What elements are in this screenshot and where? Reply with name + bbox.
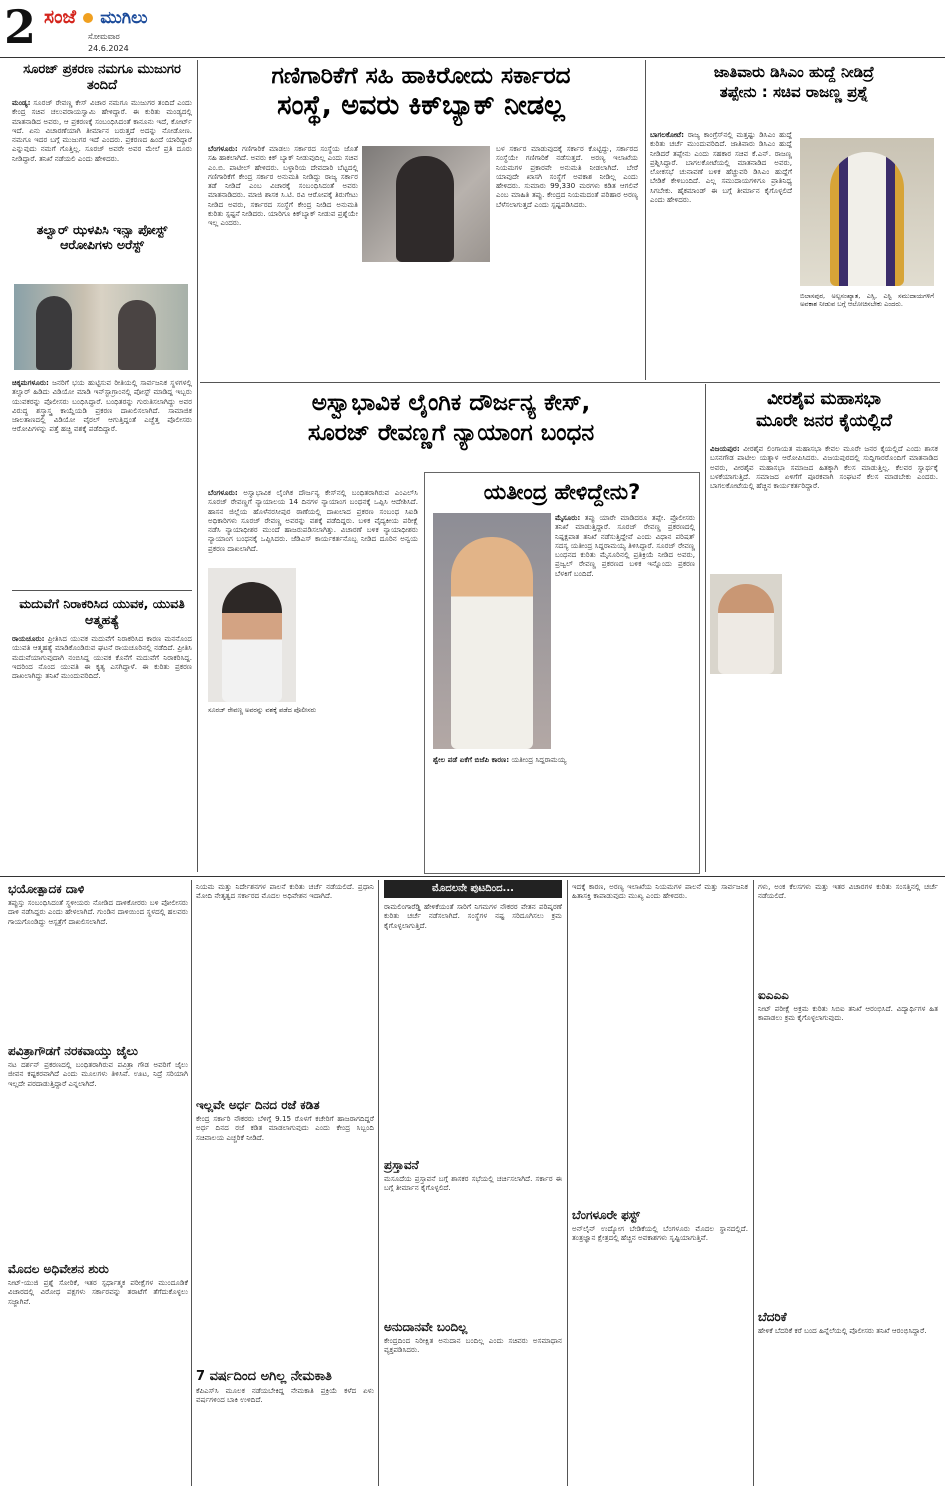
top-right-headline-1: ಜಾತಿವಾರು ಡಿಸಿಎಂ ಹುದ್ದೆ ನೀಡಿದ್ರೆ [713,63,875,81]
top-center-text-left: ಗಣಿಗಾರಿಕೆ ಮಾಡಲು ಸರ್ಕಾರದ ಸಂಸ್ಥೆಯ ಜೊತೆ ಸಹಿ ಹಾಕಲಾಗಿದೆ. ಅವರು ಕಿಕ್ ಬ್ಯಾಕ್ ನೀಡುವುದಿಲ್ಲ ಎಂದು ಸಚಿವ ಎಂ.ಬಿ. ಪಾಟೀಲ್ ಹೇಳಿದರು. ಬಳ್ಳಾರಿಯ ದೇವದಾರಿ ಬೆಟ್ಟದಲ್ಲಿ ಗಣಿಗಾರಿಕೆಗೆ ಕೇಂದ್ರ ಸರ್ಕಾರ ಅನುಮತಿ ನೀಡಿದ್ದು ರಾಜ್ಯ ಸರ್ಕಾರ ತಡೆ ನೀಡಿದೆ ಎಂಬ ವಿಚಾರಕ್ಕೆ ಸಂಬಂಧಿಸಿದಂತೆ ಅವರು ಮಾತನಾಡಿದರು. ಮಾಜಿ ಶಾಸಕ ಸಿ.ಟಿ. ರವಿ ಆರೋಪಕ್ಕೆ ತಿರುಗೇಟು ನೀಡಿದ ಅವರು, ಸರ್ಕಾರದ ಸಂಸ್ಥೆಗೆ ಕೇಂದ್ರ ನೀಡಿದ ಅನುಮತಿ ಕುರಿತು ಸ್ಪಷ್ಟನೆ ನೀಡಿದರು. ಯಾರಿಗೂ ಕಿಕ್‌ಬ್ಯಾಕ್ ನೀಡುವ ಪ್ರಶ್ನೆಯೇ ಇಲ್ಲ ಎಂದರು. [208,144,358,228]
yatindra-subhead: ಶ್ವೇಲ ಪಡೆ ಏಕೆಗೆ ಬಿಜೆಪಿ ಕಾರಣ: [433,755,510,764]
middle-text: ಅಸ್ವಾಭಾವಿಕ ಲೈಂಗಿಕ ದೌರ್ಜನ್ಯ ಕೇಸ್‌ನಲ್ಲಿ ಬಂಧಿತರಾಗಿರುವ ಎಂಎಲ್‌ಸಿ ಸೂರಜ್ ರೇವಣ್ಣಗೆ ನ್ಯಾಯಾಲಯ 14 ದಿನಗಳ ನ್ಯಾಯಾಂಗ ಬಂಧನಕ್ಕೆ ಒಪ್ಪಿಸಿ ಆದೇಶಿಸಿದೆ. ಹಾಸನ ಜಿಲ್ಲೆಯ ಹೊಳೆನರಸೀಪುರ ಠಾಣೆಯಲ್ಲಿ ದಾಖಲಾದ ಪ್ರಕರಣ ಸಂಬಂಧ ಸಿಐಡಿ ಅಧಿಕಾರಿಗಳು ಸೂರಜ್ ರೇವಣ್ಣ ಅವರನ್ನು ವಶಕ್ಕೆ ಪಡೆದಿದ್ದರು. ಬಳಿಕ ವೈದ್ಯಕೀಯ ಪರೀಕ್ಷೆ ನಡೆಸಿ ನ್ಯಾಯಾಧೀಶರ ಮುಂದೆ ಹಾಜರುಪಡಿಸಲಾಗಿತ್ತು. ವಿಚಾರಣೆ ಬಳಿಕ ನ್ಯಾಯಾಧೀಶರು ನ್ಯಾಯಾಂಗ ಬಂಧನಕ್ಕೆ ಒಪ್ಪಿಸಿದರು. ಜೆಡಿಎಸ್ ಕಾರ್ಯಕರ್ತನೊಬ್ಬ ನೀಡಿದ ದೂರಿನ ಅನ್ವಯ ಪ್ರಕರಣ ದಾಖಲಾಗಿದೆ. [208,488,418,553]
story3-dateline: ರಾಯಚೂರು: [12,634,45,643]
bottom-col1-body2: ನಟ ದರ್ಶನ್ ಪ್ರಕರಣದಲ್ಲಿ ಬಂಧಿತರಾಗಿರುವ ಪವಿತ್ರಾ ಗೌಡ ಅವರಿಗೆ ಜೈಲು ಜೀವನ ಕಷ್ಟಕರವಾಗಿದೆ ಎಂದು ಮೂಲಗಳು ತಿಳಿಸಿವೆ. ಊಟ, ನಿದ್ರೆ ಸರಿಯಾಗಿ ಇಲ್ಲದೇ ಪರದಾಡುತ್ತಿದ್ದಾರೆ ಎನ್ನಲಾಗಿದೆ. [8,1060,188,1088]
story3-text: ಪ್ರೀತಿಸಿದ ಯುವಕ ಮದುವೆಗೆ ನಿರಾಕರಿಸಿದ ಕಾರಣ ಮನನೊಂದ ಯುವತಿ ಆತ್ಮಹತ್ಯೆ ಮಾಡಿಕೊಂಡಿರುವ ಘಟನೆ ರಾಯಚೂರಿನಲ್ಲಿ ನಡೆದಿದೆ. ಪ್ರೀತಿಸಿ ಮದುವೆಯಾಗುವುದಾಗಿ ನಂಬಿಸಿದ್ದ ಯುವಕ ಕೊನೆಗೆ ಮದುವೆಗೆ ನಿರಾಕರಿಸಿದ್ದ. ಇದರಿಂದ ನೊಂದ ಯುವತಿ ಈ ಕೃತ್ಯ ಎಸಗಿದ್ದಾಳೆ. ಈ ಕುರಿತು ಪ್ರಕರಣ ದಾಖಲಾಗಿದ್ದು ತನಿಖೆ ಮುಂದುವರಿದಿದೆ. [12,634,192,681]
bottom-col5-h1: ಐಎಎಎ [758,988,789,1002]
yatindra-dateline: ಮೈಸೂರು: [555,513,581,522]
bottom-col1-body3: ನೀಟ್-ಯುಜಿ ಪ್ರಶ್ನೆ ಸೋರಿಕೆ, ಇತರ ಸ್ಪರ್ಧಾತ್ಮಕ ಪರೀಕ್ಷೆಗಳ ಮುಂದೂಡಿಕೆ ವಿಚಾರದಲ್ಲಿ ವಿರೋಧ ಪಕ್ಷಗಳು ಸರ್ಕಾರವನ್ನು ತರಾಟೆಗೆ ತೆಗೆದುಕೊಳ್ಳಲು ಸಜ್ಜಾಗಿವೆ. [8,1278,188,1306]
veerashaiva-photo [710,574,782,674]
middle-dateline: ಬೆಂಗಳೂರು: [208,488,238,497]
yatindra-silhouette [451,537,533,749]
bottom-col-5 [758,882,938,1482]
person-1-silhouette [36,296,72,370]
section-divider-1 [200,382,940,383]
story2-photo [14,284,188,370]
col-rule-1 [197,60,198,872]
bottom-col1-h1: ಭಯೋತ್ಪಾದಕ ದಾಳಿ [8,882,85,896]
top-center-body-right [496,144,638,374]
yatindra-photo [433,513,551,749]
top-center-story [202,62,640,380]
bottom-col-2 [196,882,374,1482]
bottom-col4-body: ಇದಕ್ಕೆ ಕಾರಣ, ಅರಣ್ಯ ಇಲಾಖೆಯ ನಿಯಮಗಳ ಪಾಲನೆ ಮತ್ತು ಸಾರ್ವಜನಿಕ ಹಿತಾಸಕ್ತಿ ಕಾಪಾಡುವುದು ಮುಖ್ಯ ಎಂದು ಹೇಳಿದರು. [572,882,748,901]
bottom-col5-body1: ನೀಟ್ ಪರೀಕ್ಷೆ ಅಕ್ರಮ ಕುರಿತು ಸಿಬಿಐ ತನಿಖೆ ಆರಂಭಿಸಿದೆ. ವಿದ್ಯಾರ್ಥಿಗಳ ಹಿತ ಕಾಪಾಡಲು ಕ್ರಮ ಕೈಗೊಳ್ಳಲಾಗುವುದು. [758,1004,938,1023]
bottom-col3-body2: ಕೇಂದ್ರದಿಂದ ನಿರೀಕ್ಷಿತ ಅನುದಾನ ಬಂದಿಲ್ಲ ಎಂದು ಸಚಿವರು ಅಸಮಾಧಾನ ವ್ಯಕ್ತಪಡಿಸಿದರು. [384,1336,562,1355]
bottom-rule-2 [378,880,379,1486]
brand-left: ಸಂಜೆ [44,6,77,28]
yatindra-text: ತಪ್ಪು ಯಾರೇ ಮಾಡಿದರೂ ತಪ್ಪೇ. ಪ್ರೊಲೀಸರು ತನಿಖೆ ಮಾಡುತ್ತಿದ್ದಾರೆ. ಸೂರಜ್ ರೇವಣ್ಣ ಪ್ರಕರಣದಲ್ಲಿ ನಿಷ್ಪಕ್ಷಪಾತ ತನಿಖೆ ನಡೆಸುತ್ತಿದ್ದೇವೆ ಎಂದು ವಿಧಾನ ಪರಿಷತ್ ಸದಸ್ಯ ಯತೀಂದ್ರ ಸಿದ್ದರಾಮಯ್ಯ ತಿಳಿಸಿದ್ದಾರೆ. ಸೂರಜ್ ರೇವಣ್ಣ ಬಂಧನದ ಕುರಿತು ಮೈಸೂರಿನಲ್ಲಿ ಪ್ರತಿಕ್ರಿಯೆ ನೀಡಿದ ಅವರು, ಪ್ರಜ್ವಲ್ ರೇವಣ್ಣ ಪ್ರಕರಣದ ಬಳಿಕ ಇನ್ನೊಂದು ಪ್ರಕರಣ ಬೆಳಕಿಗೆ ಬಂದಿದೆ. [555,513,695,578]
bottom-col5-body: ಗಳು, ಅಂಕ ಕೆಲಸಗಳು ಮತ್ತು ಇತರ ವಿಚಾರಗಳ ಕುರಿತು ಸಂಸತ್ತಿನಲ್ಲಿ ಚರ್ಚೆ ನಡೆಯಲಿದೆ. [758,882,938,901]
col-rule-2 [645,60,646,380]
story2-body [12,378,192,578]
bottom-col5-h2: ಬೆದರಿಕೆ [758,1310,787,1324]
story1-body [12,98,192,216]
masthead-date: 24.6.2024 [88,44,129,53]
veerashaiva-dateline: ವಿಜಯಪುರ: [710,444,740,453]
continued-label-box [384,880,562,898]
top-right-story [650,62,938,380]
yatindra-headline: ಯತೀಂದ್ರ ಹೇಳಿದ್ದೇನು? [483,480,641,504]
story2-text: ಜನರಿಗೆ ಭಯ ಹುಟ್ಟಿಸುವ ರೀತಿಯಲ್ಲಿ ಸಾರ್ವಜನಿಕ ಸ್ಥಳಗಳಲ್ಲಿ ತಲ್ವಾರ್ ಹಿಡಿದು ವಿಡಿಯೋ ಮಾಡಿ ಇನ್‌ಸ್ಟಾಗ್ರಾಂನಲ್ಲಿ ಪೋಸ್ಟ್ ಮಾಡಿದ್ದ ಇಬ್ಬರು ಯುವಕರನ್ನು ಪೊಲೀಸರು ಬಂಧಿಸಿದ್ದಾರೆ. ಬಂಧಿತರನ್ನು ಗುರುತಿಸಲಾಗಿದ್ದು ಅವರ ವಿರುದ್ಧ ಶಸ್ತ್ರಾಸ್ತ್ರ ಕಾಯ್ದೆಯಡಿ ಪ್ರಕರಣ ದಾಖಲಿಸಲಾಗಿದೆ. ಸಾಮಾಜಿಕ ಜಾಲತಾಣದಲ್ಲಿ ವಿಡಿಯೋ ವೈರಲ್ ಆಗುತ್ತಿದ್ದಂತೆ ಎಚ್ಚೆತ್ತ ಪೊಲೀಸರು ಆರೋಪಿಗಳನ್ನು ಪತ್ತೆ ಹಚ್ಚಿ ವಶಕ್ಕೆ ಪಡೆದಿದ್ದಾರೆ. [12,378,192,434]
yatnal-silhouette [718,584,774,674]
yatindra-box [424,472,700,874]
bottom-col-3 [384,902,562,1482]
bottom-col3-body1: ಮಸೂದೆಯ ಪ್ರಸ್ತಾವನೆ ಬಗ್ಗೆ ಶಾಸಕರ ಸಭೆಯಲ್ಲಿ ಚರ್ಚಿಸಲಾಗಿದೆ. ಸರ್ಕಾರ ಈ ಬಗ್ಗೆ ತೀರ್ಮಾನ ಕೈಗೊಳ್ಳಲಿದೆ. [384,1174,562,1193]
bottom-col2-h2: 7 ವರ್ಷದಿಂದ ಅಗಿಲ್ಲ ನೇಮಕಾತಿ [196,1369,332,1384]
brand-right: ಮುಗಿಲು [100,8,148,28]
page-number: 2 [4,0,37,54]
veerashaiva-text: ವೀರಶೈವ ಲಿಂಗಾಯತ ಮಹಾಸಭಾ ಕೇವಲ ಮೂರೇ ಜನರ ಕೈಯಲ್ಲಿದೆ ಎಂದು ಶಾಸಕ ಬಸನಗೌಡ ಪಾಟೀಲ ಯತ್ನಾಳ ಆರೋಪಿಸಿದರು. ವಿಜಯಪುರದಲ್ಲಿ ಸುದ್ದಿಗಾರರೊಂದಿಗೆ ಮಾತನಾಡಿದ ಅವರು, ವೀರಶೈವ ಮಹಾಸಭಾ ಸಮಾಜದ ಹಿತಕ್ಕಾಗಿ ಕೆಲಸ ಮಾಡುತ್ತಿಲ್ಲ. ಕೆಲವರ ಸ್ವಾರ್ಥಕ್ಕೆ ಬಳಕೆಯಾಗುತ್ತಿದೆ. ಸಮಾಜದ ಏಳಿಗೆಗೆ ಪೂರಕವಾಗಿ ಸಂಘಟನೆ ಕೆಲಸ ಮಾಡಬೇಕು ಎಂದರು. ಬಾಗಲಕೋಟೆಯಲ್ಲಿ ಹೆಚ್ಚಿನ ಕಾರ್ಯಕರ್ತರಿದ್ದಾರೆ. [710,444,938,491]
bottom-col3-h2: ಅನುದಾನವೇ ಬಂದಿಲ್ಲ [384,1320,468,1334]
top-right-body [650,130,792,374]
top-right-photo [800,138,934,286]
story2-dateline: ಚಿಕ್ಕಮಗಳೂರು: [12,378,49,387]
middle-photo [208,568,296,702]
bottom-col2-body1: ಕೇಂದ್ರ ಸರ್ಕಾರಿ ನೌಕರರು ಬೆಳಿಗ್ಗೆ 9.15 ರೊಳಗೆ ಕಚೇರಿಗೆ ಹಾಜರಾಗದಿದ್ದರೆ ಅರ್ಧ ದಿನದ ರಜೆ ಕಡಿತ ಮಾಡಲಾಗುವುದು ಎಂದು ಕೇಂದ್ರ ಸಿಬ್ಬಂದಿ ಸಚಿವಾಲಯ ಎಚ್ಚರಿಕೆ ನೀಡಿದೆ. [196,1114,374,1142]
top-center-headline-1: ಗಣಿಗಾರಿಕೆಗೆ ಸಹಿ ಹಾಕಿರೋದು ಸರ್ಕಾರದ [271,63,571,89]
bottom-rule-4 [753,880,754,1486]
col-rule-3 [705,384,706,872]
left-column [12,62,192,870]
story3-body [12,634,192,870]
top-right-caption: ಬಿಲಾಸಪುರ, ಅಲ್ಪಸಂಖ್ಯಾತ, ಎಸ್ಸಿ, ಎಸ್ಟಿ ಸಮುದಾಯಗಳಿಗೆ ಅವಕಾಶ ನೀಡುವ ಬಗ್ಗೆ ಆಲೋಚಿಸಬೇಕು ಎಂದರು. [800,292,934,308]
bottom-col-1 [8,882,188,1482]
masthead-rule [0,57,945,58]
bottom-col-4 [572,882,748,1482]
top-center-body-left [208,144,358,374]
yatindra-sub [433,755,695,865]
veerashaiva-headline-2: ಮೂರೇ ಜನರ ಕೈಯಲ್ಲಿದೆ [755,411,893,431]
person-2-silhouette [118,300,156,370]
section-divider-2 [0,876,945,877]
bottom-col1-h3: ಮೊದಲ ಅಧಿವೇಶನ ಶುರು [8,1262,109,1276]
bottom-col1-h2: ಪವಿತ್ರಾಗೌಡಗೆ ನರಕವಾಯ್ತು ಜೈಲು [8,1044,138,1058]
top-center-headline-2: ಸಂಸ್ಥೆ, ಅವರು ಕಿಕ್‌ಬ್ಯಾಕ್ ನೀಡಲ್ಲ [277,90,565,121]
bottom-rule-1 [191,880,192,1486]
bottom-col2-body2: ಕೆಪಿಎಸ್‌ಸಿ ಮೂಲಕ ನಡೆಯಬೇಕಿದ್ದ ನೇಮಕಾತಿ ಪ್ರಕ್ರಿಯೆ ಕಳೆದ ಏಳು ವರ್ಷಗಳಿಂದ ಬಾಕಿ ಉಳಿದಿದೆ. [196,1386,374,1405]
middle-headline-1: ಅಸ್ವಾಭಾವಿಕ ಲೈಂಗಿಕ ದೌರ್ಜನ್ಯ ಕೇಸ್, [311,390,591,416]
story1-text: ಸೂರಜ್ ರೇವಣ್ಣ ಕೇಸ್ ವಿಚಾರ ನಮಗೂ ಮುಜುಗರ ತಂದಿದೆ ಎಂದು ಕೇಂದ್ರ ಸಚಿವ ಚಲುವರಾಯಸ್ವಾಮಿ ಹೇಳಿದ್ದಾರೆ. ಈ ಕುರಿತು ಮಂಡ್ಯದಲ್ಲಿ ಮಾತನಾಡಿದ ಅವರು, ಆ ಪ್ರಕರಣಕ್ಕೆ ಸಂಬಂಧಿಸಿದಂತೆ ಕಾನೂನು ಇದೆ, ಕೋರ್ಟ್ ಇದೆ. ಏನು ವಿಚಾರಣೆಯಾಗಿ ತೀರ್ಮಾನ ಬರುತ್ತದೆ ಅದನ್ನು ನೋಡೋಣ. ನಮಗೂ ಇದರ ಬಗ್ಗೆ ಮುಜುಗರ ಇದೆ ಎಂದರು. ಪ್ರಕರಣದ ಹಿಂದೆ ಯಾರಿದ್ದಾರೆ ಎನ್ನುವುದು ನಮಗೆ ಗೊತ್ತಿಲ್ಲ. ಸೂರಜ್ ಅವರೇ ಅವರ ಮೇಲೆ ಪ್ರತಿ ದೂರು ನೀಡಿದ್ದಾರೆ. ತನಿಖೆ ನಡೆಯಲಿ ಎಂದು ಹೇಳಿದರು. [12,98,192,163]
veerashaiva-story [710,388,938,872]
continued-label: ಮೊದಲನೇ ಪುಟದಿಂದ... [432,883,514,894]
bottom-col1-body1: ತಪ್ಪುಸ್ತು ಸಂಬಂಧಿಸಿದಂತೆ ಸ್ಥಳೀಯರು ನೋಡಿದ ದಾಳಿಕೋರರು ಬಳಿ ಪೋಲೀಸರು ದಾಳಿ ನಡೆಸಿದ್ದರು ಎಂದು ಹೇಳಲಾಗಿದೆ. ಗುಂಡಿನ ದಾಳಿಯಿಂದ ಸ್ಥಳದಲ್ಲಿ ಹಲವರು ಗಾಯಗೊಂಡಿದ್ದು ಆಸ್ಪತ್ರೆಗೆ ದಾಖಲಿಸಲಾಗಿದೆ. [8,898,188,926]
bottom-col2-h1: ಇಲ್ಲವೇ ಅರ್ಧ ದಿನದ ರಜೆ ಕಡಿತ [196,1098,320,1112]
middle-caption: ಸೂರಜ್ ರೇವಣ್ಣ ಅವರನ್ನು ವಶಕ್ಕೆ ಪಡೆದ ಪೊಲೀಸರು [208,706,317,714]
minister-silhouette [830,152,904,286]
bottom-col3-h1: ಪ್ರಸ್ತಾವನೆ [384,1158,419,1172]
bottom-col5-body2: ಹೇಳಿಕೆ ಬೆದರಿಕೆ ಕರೆ ಬಂದ ಹಿನ್ನೆಲೆಯಲ್ಲಿ ಪೊಲೀಸರು ತನಿಖೆ ಆರಂಭಿಸಿದ್ದಾರೆ. [758,1326,927,1335]
yatindra-body [555,513,695,749]
speaker-silhouette [396,156,454,262]
top-center-photo [362,146,490,262]
bottom-col2-intro: ನಿಯಮ ಮತ್ತು ನಿರ್ದೇಶನಗಳ ಪಾಲನೆ ಕುರಿತು ಚರ್ಚೆ ನಡೆಯಲಿದೆ. ಪ್ರಧಾನಿ ಮೋದಿ ನೇತೃತ್ವದ ಸರ್ಕಾರದ ಮೊದಲ ಅಧಿವೇಶನ ಇದಾಗಿದೆ. [196,882,374,901]
top-center-dateline: ಬೆಂಗಳೂರು: [208,144,238,153]
yatindra-caption: ಯತೀಂದ್ರ ಸಿದ್ದರಾಮಯ್ಯ [511,755,567,764]
masthead-day: ಸೋಮವಾರ [88,32,120,41]
bottom-col4-body1: ಅನ್‌ಲೈನ್ ಉದ್ಯೋಗ ಬೇಡಿಕೆಯಲ್ಲಿ ಬೆಂಗಳೂರು ಮೊದಲ ಸ್ಥಾನದಲ್ಲಿದೆ. ತಂತ್ರಜ್ಞಾನ ಕ್ಷೇತ್ರದಲ್ಲಿ ಹೆಚ್ಚಿನ ಅವಕಾಶಗಳು ಸೃಷ್ಟಿಯಾಗುತ್ತಿವೆ. [572,1224,748,1243]
bottom-col4-h1: ಬೆಂಗಳೂರೇ ಫಸ್ಟ್ [572,1208,640,1222]
top-right-headline-2: ತಪ್ಪೇನು : ಸಚಿವ ರಾಜಣ್ಣ ಪ್ರಶ್ನೆ [719,83,869,101]
brand-sun-icon [83,13,93,23]
top-right-text: ರಾಜ್ಯ ಕಾಂಗ್ರೆಸ್‌ನಲ್ಲಿ ಮತ್ತಷ್ಟು ಡಿಸಿಎಂ ಹುದ್ದೆ ಕುರಿತು ಚರ್ಚೆ ಮುಂದುವರಿದಿದೆ. ಜಾತಿವಾರು ಡಿಸಿಎಂ ಹುದ್ದೆ ನೀಡಿದರೆ ತಪ್ಪೇನು ಎಂದು ಸಹಕಾರ ಸಚಿವ ಕೆ.ಎನ್. ರಾಜಣ್ಣ ಪ್ರಶ್ನಿಸಿದ್ದಾರೆ. ಬಾಗಲಕೋಟೆಯಲ್ಲಿ ಮಾತನಾಡಿದ ಅವರು, ಲೋಕಸಭೆ ಚುನಾವಣೆ ಬಳಿಕ ಹೆಚ್ಚುವರಿ ಡಿಸಿಎಂ ಹುದ್ದೆಗೆ ಬೇಡಿಕೆ ಕೇಳಿಬಂದಿದೆ. ಎಲ್ಲ ಸಮುದಾಯಗಳಿಗೂ ಪ್ರಾತಿನಿಧ್ಯ ಸಿಗಬೇಕು. ಹೈಕಮಾಂಡ್ ಈ ಬಗ್ಗೆ ತೀರ್ಮಾನ ಕೈಗೊಳ್ಳಲಿದೆ ಎಂದು ಹೇಳಿದರು. [650,130,792,205]
veerashaiva-headline-1: ವೀರಶೈವ ಮಹಾಸಭಾ [766,389,882,409]
left-divider [12,590,192,591]
top-right-dateline: ಬಾಗಲಕೋಟೆ: [650,130,685,139]
story3-headline: ಮದುವೆಗೆ ನಿರಾಕರಿಸಿದ ಯುವಕ, ಯುವತಿ ಆತ್ಮಹತ್ಯೆ [19,596,185,627]
top-center-text-right: ಬಳ ಸರ್ಕಾರ ಮಾಡುವುದಕ್ಕೆ ಸರ್ಕಾರ ಕೊಟ್ಟಿದ್ದು, ಸರ್ಕಾರದ ಸಂಸ್ಥೆಯೇ ಗಣಿಗಾರಿಕೆ ನಡೆಸುತ್ತದೆ. ಅರಣ್ಯ ಇಲಾಖೆಯ ನಿಯಮಗಳ ಪ್ರಕಾರವೇ ಅನುಮತಿ ನೀಡಲಾಗಿದೆ. ಬೇರೆ ಯಾವುದೇ ಖಾಸಗಿ ಸಂಸ್ಥೆಗೆ ಅವಕಾಶ ನೀಡಿಲ್ಲ ಎಂದು ಹೇಳಿದರು. ಸುಮಾರು 99,330 ಮರಗಳು ಕಡಿತ ಆಗಲಿವೆ ಎಂಬ ಮಾಹಿತಿ ತಪ್ಪು. ಕೇಂದ್ರದ ನಿಯಮದಂತೆ ಪರಿಹಾರ ಅರಣ್ಯ ಬೆಳೆಸಲಾಗುತ್ತದೆ ಎಂದು ಸ್ಪಷ್ಟಪಡಿಸಿದರು. [496,144,638,209]
masthead [0,0,945,58]
story1-headline: ಸೂರಜ್ ಪ್ರಕರಣ ನಮಗೂ ಮುಜುಗರ ತಂದಿದೆ [23,62,181,93]
story1-dateline: ಮಂಡ್ಯ: [12,98,31,107]
middle-headline-2: ಸೂರಜ್ ರೇವಣ್ಣಗೆ ನ್ಯಾಯಾಂಗ ಬಂಧನ [307,420,595,446]
bottom-col3-body: ರಾಮಲಿಂಗಾರೆಡ್ಡಿ ಹೇಳಿಕೆಯಂತೆ ಸಾರಿಗೆ ನಿಗಮಗಳ ನೌಕರರ ವೇತನ ಪರಿಷ್ಕರಣೆ ಕುರಿತು ಚರ್ಚೆ ನಡೆಸಲಾಗಿದೆ. ಸಂಸ್ಥೆಗಳ ನಷ್ಟ ಸರಿದೂಗಿಸಲು ಕ್ರಮ ಕೈಗೊಳ್ಳಲಾಗುತ್ತಿದೆ. [384,902,562,930]
story2-headline: ತಲ್ವಾರ್ ಝಳಪಿಸಿ ಇನ್ಸಾ ಪೋಸ್ಟ್ ಆರೋಪಿಗಳು ಅರೆಸ್ಟ್ [36,222,168,252]
suraj-silhouette [222,582,282,702]
brand-logo [44,6,174,30]
bottom-rule-3 [567,880,568,1486]
